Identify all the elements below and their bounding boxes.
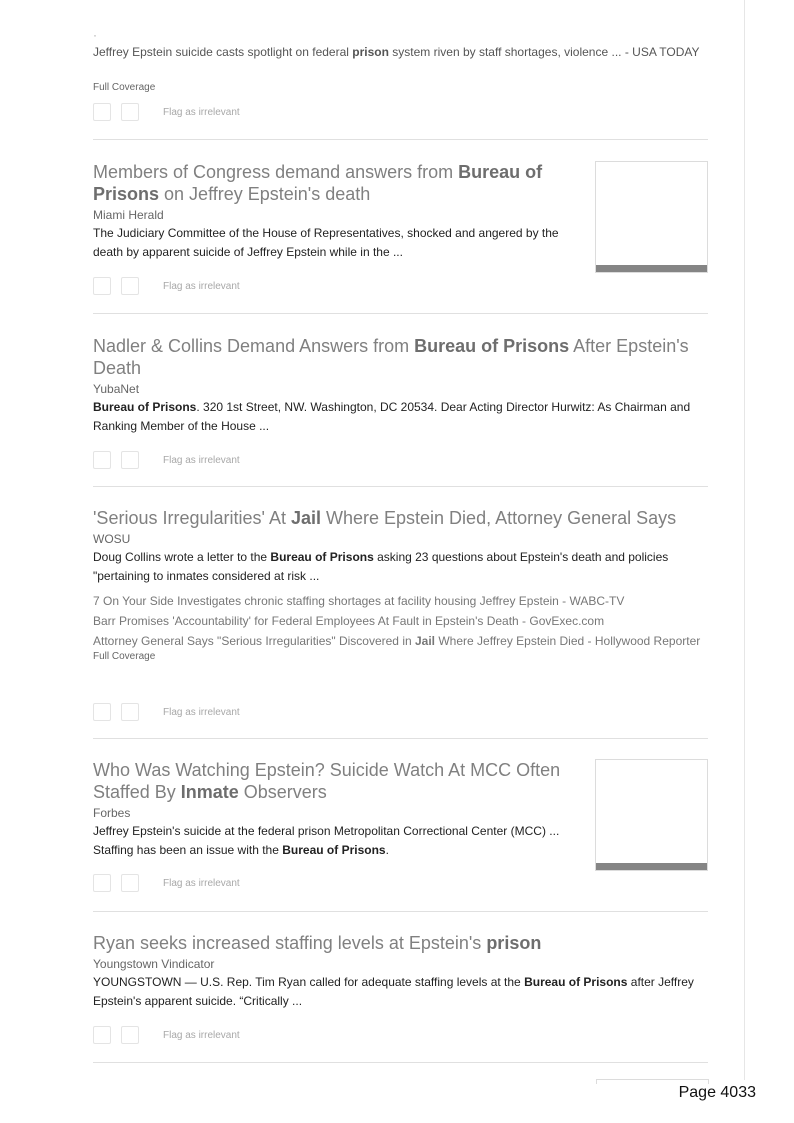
thumbs-down-checkbox[interactable]: [121, 103, 139, 121]
flag-row: [93, 102, 240, 122]
thumbs-up-checkbox[interactable]: [93, 703, 111, 721]
alert-item: [93, 912, 708, 1063]
article-source: YubaNet: [93, 382, 140, 396]
alert-item: [93, 487, 708, 739]
thumbs-down-checkbox[interactable]: [121, 874, 139, 892]
article-snippet: Doug Collins wrote a letter to the Bureau of Prisons asking 23 questions about Epstein's death and policies "pertaining to inmates considered at risk ...: [93, 550, 669, 583]
thumbs-down-checkbox[interactable]: [121, 277, 139, 295]
related-link[interactable]: 7 On Your Side Investigates chronic staffing shortages at facility housing Jeffrey Epstein - WABC-TV: [93, 594, 625, 608]
article-title[interactable]: Nadler & Collins Demand Answers from Bureau of Prisons After Epstein's Death: [93, 336, 689, 378]
related-link-text[interactable]: Jeffrey Epstein suicide casts spotlight on federal prison system riven by staff shortages, violence ... - USA TODAY: [93, 45, 700, 59]
thumbs-up-checkbox[interactable]: [93, 103, 111, 121]
thumbs-up-checkbox[interactable]: [93, 277, 111, 295]
flag-irrelevant-link[interactable]: Flag as irrelevant: [163, 1029, 240, 1041]
flag-irrelevant-link[interactable]: Flag as irrelevant: [163, 454, 240, 466]
right-border-line: [744, 0, 745, 1080]
article-source: WOSU: [93, 532, 131, 546]
flag-irrelevant-link[interactable]: Flag as irrelevant: [163, 280, 240, 292]
alert-item: [93, 739, 708, 912]
thumbs-down-checkbox[interactable]: [121, 1026, 139, 1044]
thumbs-up-checkbox[interactable]: [93, 451, 111, 469]
related-link[interactable]: [93, 42, 700, 62]
thumbnail-bar: [596, 863, 707, 870]
flag-row: [93, 276, 240, 296]
article-thumbnail[interactable]: [595, 161, 708, 273]
flag-irrelevant-link[interactable]: Flag as irrelevant: [163, 706, 240, 718]
related-link[interactable]: Barr Promises 'Accountability' for Federal Employees At Fault in Epstein's Death - GovExec.com: [93, 614, 605, 628]
article-title[interactable]: Who Was Watching Epstein? Suicide Watch At MCC Often Staffed By Inmate Observers: [93, 760, 561, 802]
thumbs-down-checkbox[interactable]: [121, 703, 139, 721]
article-thumbnail[interactable]: [595, 759, 708, 871]
article-snippet: The Judiciary Committee of the House of Representatives, shocked and angered by the death by apparent suicide of Jeffrey Epstein while in the ...: [93, 226, 559, 259]
article-title[interactable]: 'Serious Irregularities' At Jail Where Epstein Died, Attorney General Says: [93, 508, 677, 528]
flag-row: [93, 873, 240, 893]
flag-row: [93, 702, 240, 722]
article-title[interactable]: Ryan seeks increased staffing levels at Epstein's prison: [93, 933, 542, 953]
alert-block-top: · Jeffrey Epstein suicide casts spotlight on federal prison system riven by staff shortages, violence ... - USA TODAY Full Coverage Flag as irrelevant: [93, 0, 708, 140]
article-source: Miami Herald: [93, 208, 164, 222]
article-snippet: Bureau of Prisons. 320 1st Street, NW. Washington, DC 20534. Dear Acting Director Hurwitz: As Chairman and Ranking Member of the House ...: [93, 400, 691, 433]
article-title[interactable]: Members of Congress demand answers from Bureau of Prisons on Jeffrey Epstein's death: [93, 162, 543, 204]
article-source: Forbes: [93, 806, 131, 820]
thumbs-down-checkbox[interactable]: [121, 451, 139, 469]
article-source: Youngstown Vindicator: [93, 957, 215, 971]
thumbs-up-checkbox[interactable]: [93, 1026, 111, 1044]
page-number: Page 4033: [678, 1084, 756, 1101]
flag-row: [93, 450, 240, 470]
related-links: [93, 591, 708, 651]
alerts-list: [93, 0, 708, 1063]
alert-item: [93, 140, 708, 314]
related-link[interactable]: Attorney General Says "Serious Irregularities" Discovered in Jail Where Jeffrey Epstein Died - Hollywood Reporter: [93, 634, 701, 648]
article-snippet: YOUNGSTOWN — U.S. Rep. Tim Ryan called for adequate staffing levels at the Bureau of Prisons after Jeffrey Epstein's apparent suicide. “Critically ...: [93, 975, 694, 1008]
full-coverage-link[interactable]: Full Coverage: [93, 82, 156, 93]
thumbs-up-checkbox[interactable]: [93, 874, 111, 892]
flag-irrelevant-link[interactable]: Flag as irrelevant: [163, 106, 240, 118]
article-snippet: Jeffrey Epstein's suicide at the federal prison Metropolitan Correctional Center (MCC) ... Staffing has been an issue with the Bureau of Prisons.: [93, 824, 560, 857]
thumbnail-bar: [596, 265, 707, 272]
full-coverage-link[interactable]: Full Coverage: [93, 651, 156, 662]
flag-row: [93, 1025, 240, 1045]
alert-item: [93, 314, 708, 487]
flag-irrelevant-link[interactable]: Flag as irrelevant: [163, 877, 240, 889]
